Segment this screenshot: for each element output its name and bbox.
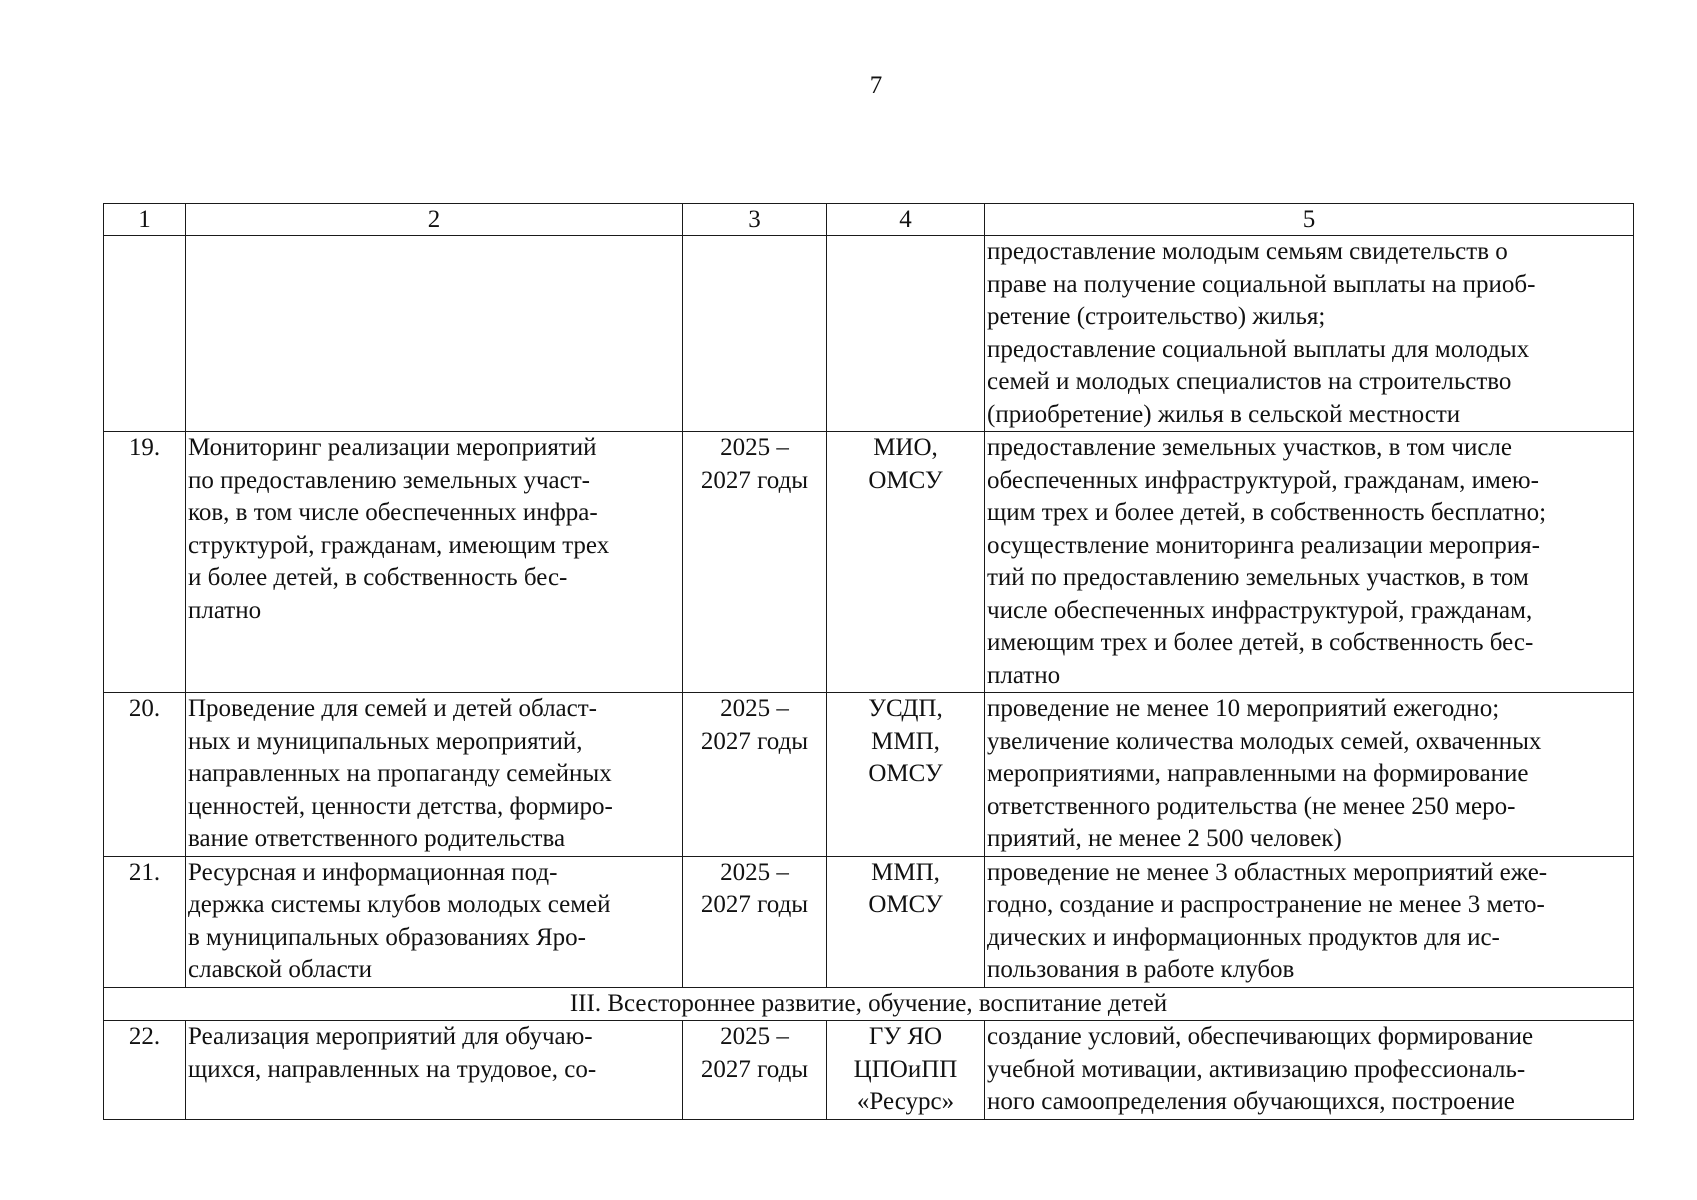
activity-name-cell [186,236,683,432]
table-row-20 [104,693,1634,857]
result-cell: создание условий, обеспечивающих формирование учебной мотивации, активизацию профессиональ- ного самоопределения обучающихся, построение [985,1021,1634,1120]
table-row-22 [104,1021,1634,1120]
activity-name-cell: Проведение для семей и детей област- ных и муниципальных мероприятий, направленных на пропаганду семейных ценностей, ценности детства, формиро- вание ответственного родительства [186,693,683,857]
row-number-cell: 19. [104,432,186,693]
result-cell: предоставление молодым семьям свидетельств о праве на получение социальной выплаты на приоб- ретение (строительство) жилья; предоставление социальной выплаты для молодых семей и молодых специалистов на строительство (приобретение) жилья в сельской местности [985,236,1634,432]
period-cell: 2025 – 2027 годы [683,856,827,987]
page-number: 7 [869,72,883,99]
result-cell: предоставление земельных участков, в том числе обеспеченных инфраструктурой, гражданам, имею- щим трех и более детей, в собственность бесплатно; осуществление мониторинга реализации мероприя- тий по предоставлению земельных участков, в том числе обеспеченных инфраструктурой, гражданам, имеющим трех и более детей, в собственность бес- платно [985,432,1634,693]
result-cell: проведение не менее 10 мероприятий ежегодно; увеличение количества молодых семей, охваченных мероприятиями, направленными на формирование ответственного родительства (не менее 250 меро- приятий, не менее 2 500 человек) [985,693,1634,857]
section-row [104,987,1634,1021]
activities-table [103,203,1634,1120]
row-number-cell: 21. [104,856,186,987]
period-cell [683,236,827,432]
activity-name-cell: Ресурсная и информационная под- держка системы клубов молодых семей в муниципальных образованиях Яро- славской области [186,856,683,987]
result-cell: проведение не менее 3 областных мероприятий еже- годно, создание и распространение не менее 3 мето- дических и информационных продуктов для ис- пользования в работе клубов [985,856,1634,987]
executor-cell [827,236,985,432]
header-col-4: 4 [827,204,985,236]
row-number-cell: 20. [104,693,186,857]
section-title: III. Всестороннее развитие, обучение, воспитание детей [104,987,1634,1021]
header-col-2: 2 [186,204,683,236]
period-cell: 2025 – 2027 годы [683,1021,827,1120]
header-col-5: 5 [985,204,1634,236]
activity-name-cell: Мониторинг реализации мероприятий по предоставлению земельных участ- ков, в том числе обеспеченных инфра- структурой, гражданам, имеющим трех и более детей, в собственность бес- платно [186,432,683,693]
row-number-cell: 22. [104,1021,186,1120]
period-cell: 2025 – 2027 годы [683,432,827,693]
activity-name-cell: Реализация мероприятий для обучаю- щихся, направленных на трудовое, со- [186,1021,683,1120]
row-number-cell [104,236,186,432]
header-col-1: 1 [104,204,186,236]
executor-cell: ГУ ЯО ЦПОиПП «Ресурс» [827,1021,985,1120]
table-header-row [104,204,1634,236]
executor-cell: УСДП, ММП, ОМСУ [827,693,985,857]
period-cell: 2025 – 2027 годы [683,693,827,857]
table-row-21 [104,856,1634,987]
table-row-continuation [104,236,1634,432]
table-row-19 [104,432,1634,693]
executor-cell: МИО, ОМСУ [827,432,985,693]
header-col-3: 3 [683,204,827,236]
executor-cell: ММП, ОМСУ [827,856,985,987]
